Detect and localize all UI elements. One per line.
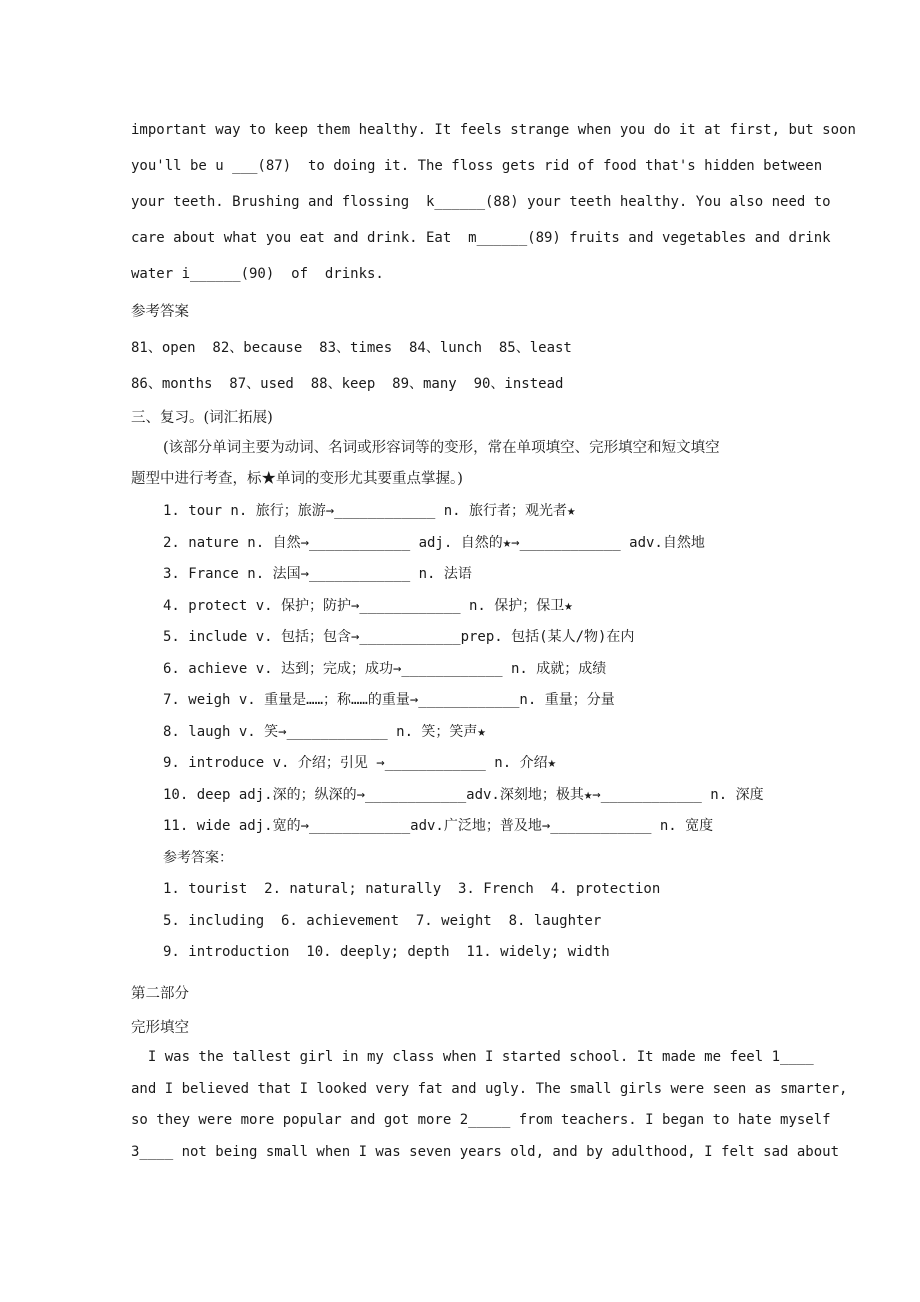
vocab-item: 1. tour n. 旅行；旅游→____________ n. 旅行者；观光者★: [163, 503, 576, 519]
answer-line: 9. introduction 10. deeply; depth 11. widely; width: [163, 944, 610, 960]
passage-line: important way to keep them healthy. It feels strange when you do it at first, but soon: [131, 122, 856, 138]
section3-intro: 题型中进行考查，标★单词的变形尤其要重点掌握。): [131, 471, 463, 487]
section3-heading: 三、复习。(词汇拓展): [131, 410, 273, 426]
part2-heading: 第二部分: [131, 986, 189, 1002]
answers-a-line: 86、months 87、used 88、keep 89、many 90、instead: [131, 376, 564, 392]
vocab-item: 8. laugh v. 笑→____________ n. 笑；笑声★: [163, 723, 486, 740]
passage-line: care about what you eat and drink. Eat m______(89) fruits and vegetables and drink: [131, 230, 831, 246]
vocab-item: 2. nature n. 自然→____________ adj. 自然的★→____________ adv.自然地: [163, 534, 705, 551]
passage-a: [131, 120, 856, 300]
passage-line: you'll be u ___(87) to doing it. The floss gets rid of food that's hidden between: [131, 158, 823, 174]
vocab-item: 7. weigh v. 重量是……；称……的重量→____________n. 重量；分量: [163, 692, 615, 708]
answers-a-line: 81、open 82、because 83、times 84、lunch 85、least: [131, 340, 572, 356]
passage-line: 3____ not being small when I was seven years old, and by adulthood, I felt sad about: [131, 1143, 840, 1160]
passage-line: your teeth. Brushing and flossing k______(88) your teeth healthy. You also need to: [131, 194, 831, 210]
answers-a-heading: 参考答案: [131, 304, 189, 320]
vocab-item: 9. introduce v. 介绍；引见 →____________ n. 介绍★: [163, 755, 557, 771]
answers-heading: 参考答案：: [163, 849, 233, 866]
vocab-item: 3. France n. 法国→____________ n. 法语: [163, 566, 472, 582]
vocab-item: 4. protect v. 保护；防护→____________ n. 保护；保卫★: [163, 597, 573, 614]
part2-subheading: 完形填空: [131, 1020, 189, 1036]
vocab-item: 11. wide adj.宽的→____________adv.广泛地；普及地→____________ n. 宽度: [163, 818, 714, 834]
answer-line: 1. tourist 2. natural; naturally 3. French 4. protection: [163, 881, 661, 897]
answer-line: 5. including 6. achievement 7. weight 8. laughter: [163, 912, 602, 929]
vocab-list: [163, 501, 764, 974]
passage-line: I was the tallest girl in my class when I started school. It made me feel 1____: [131, 1049, 814, 1065]
vocab-item: 10. deep adj.深的；纵深的→____________adv.深刻地；极其★→____________ n. 深度: [163, 786, 764, 803]
passage-line: so they were more popular and got more 2_____ from teachers. I began to hate myself: [131, 1112, 831, 1128]
passage-line: and I believed that I looked very fat and ugly. The small girls were seen as smarter,: [131, 1080, 848, 1097]
cloze-passage: [131, 1047, 848, 1173]
vocab-item: 5. include v. 包括；包含→____________prep. 包括(某人/物)在内: [163, 629, 635, 645]
passage-line: water i______(90) of drinks.: [131, 266, 384, 282]
section3-intro: (该部分单词主要为动词、名词或形容词等的变形，常在单项填空、完形填空和短文填空: [163, 440, 720, 456]
vocab-item: 6. achieve v. 达到；完成；成功→____________ n. 成就；成绩: [163, 660, 607, 677]
